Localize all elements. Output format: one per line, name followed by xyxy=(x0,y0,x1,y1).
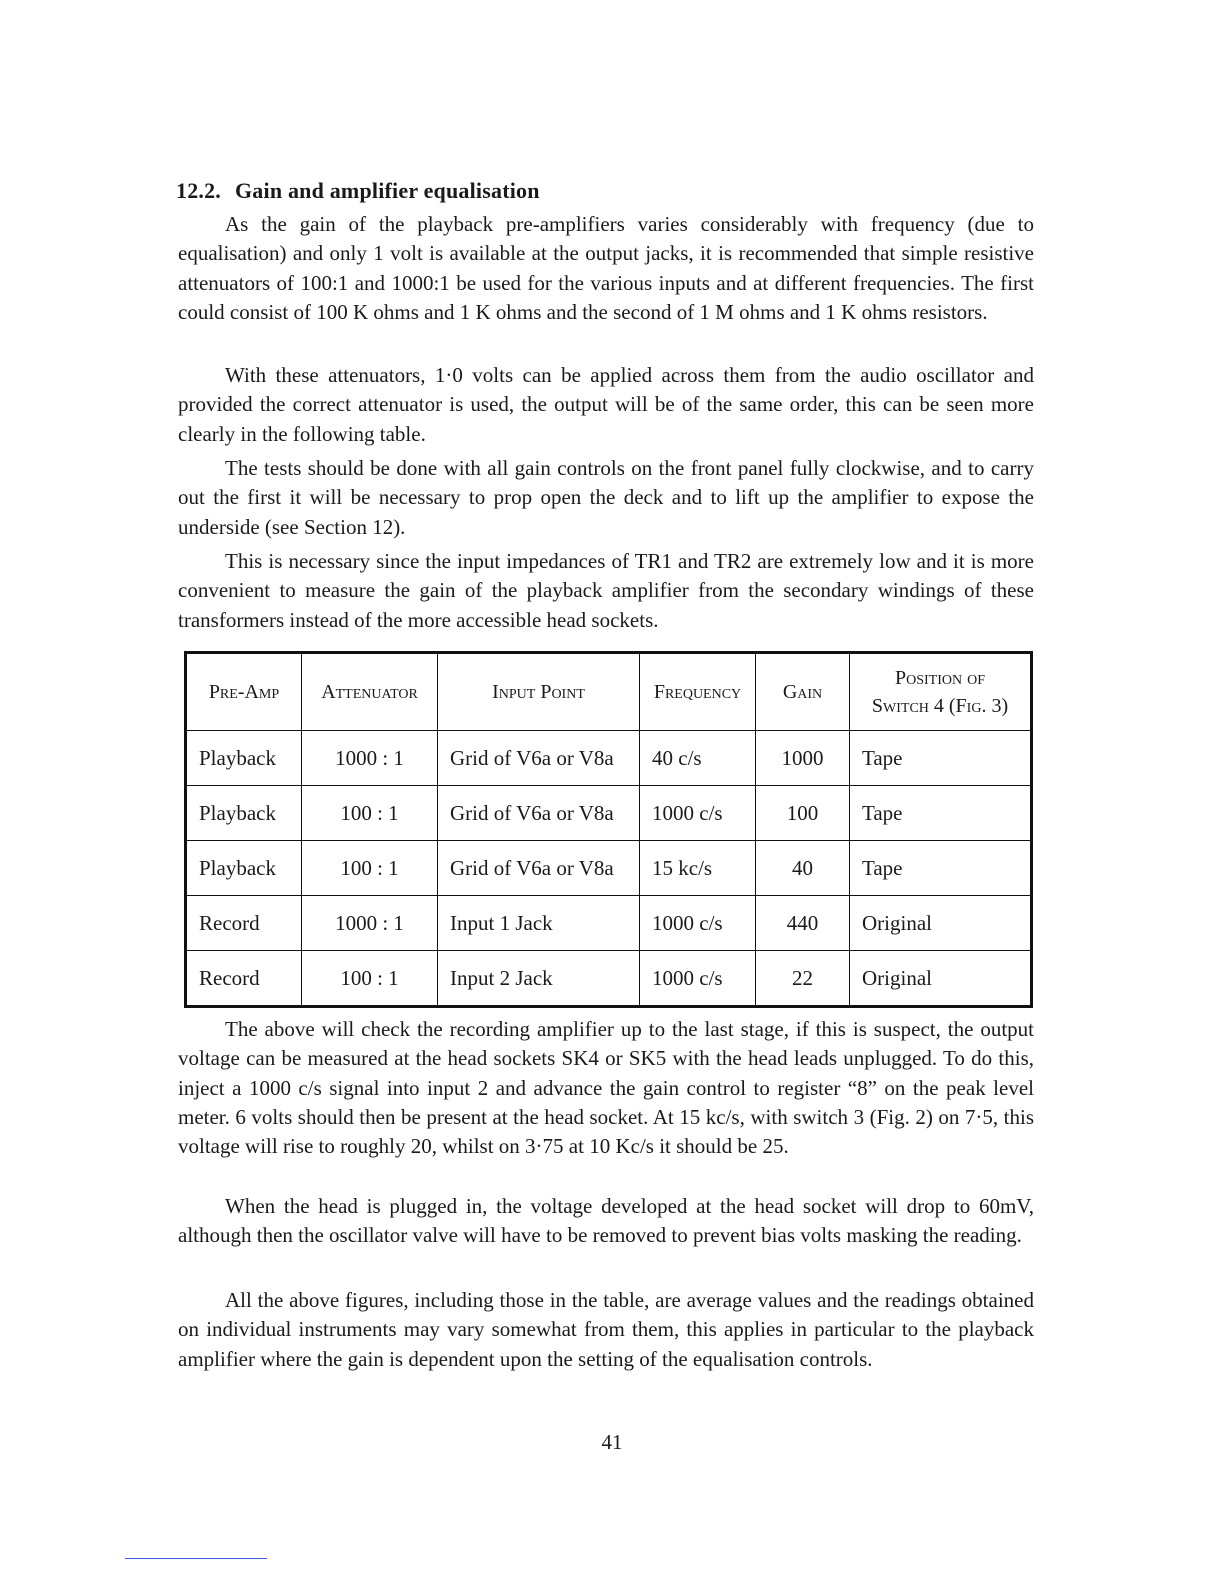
cell-gain: 1000 xyxy=(756,731,850,786)
cell-gain: 440 xyxy=(756,896,850,951)
cell-gain: 40 xyxy=(756,841,850,896)
header-input-point: Input Point xyxy=(438,653,640,731)
cell-preamp: Playback xyxy=(186,841,302,896)
table-row xyxy=(186,951,1032,1007)
header-switch-position xyxy=(850,653,1032,731)
header-switch-line1: Position of xyxy=(894,667,985,689)
cell-switch-position: Original xyxy=(850,951,1032,1007)
header-frequency: Frequency xyxy=(640,653,756,731)
cell-attenuator: 100 : 1 xyxy=(302,951,438,1007)
cell-preamp: Playback xyxy=(186,786,302,841)
section-number: 12.2. xyxy=(176,178,221,203)
cell-frequency: 1000 c/s xyxy=(640,786,756,841)
cell-input-point: Grid of V6a or V8a xyxy=(438,731,640,786)
cell-attenuator: 100 : 1 xyxy=(302,841,438,896)
cell-attenuator: 1000 : 1 xyxy=(302,896,438,951)
cell-frequency: 40 c/s xyxy=(640,731,756,786)
cell-switch-position: Original xyxy=(850,896,1032,951)
cell-input-point: Input 1 Jack xyxy=(438,896,640,951)
paragraph-impedance-note: This is necessary since the input impedances of TR1 and TR2 are extremely low and it is more convenient to measure the gain of the playback amplifier from the secondary windings of these transformers instead of the more accessible head sockets. xyxy=(178,549,1034,632)
paragraph-average-values: All the above figures, including those in the table, are average values and the readings obtained on individual instruments may vary somewhat from them, this applies in particular to the playback amplifier where the gain is dependent upon the setting of the equalisation controls. xyxy=(178,1288,1034,1371)
cell-preamp: Playback xyxy=(186,731,302,786)
cell-gain: 100 xyxy=(756,786,850,841)
paragraph-head-plugged: When the head is plugged in, the voltage developed at the head socket will drop to 60mV, although then the oscillator valve will have to be removed to prevent bias volts masking the reading. xyxy=(178,1194,1034,1248)
cell-switch-position: Tape xyxy=(850,731,1032,786)
table-row xyxy=(186,731,1032,786)
table-row xyxy=(186,896,1032,951)
table-row xyxy=(186,786,1032,841)
paragraph-attenuators: With these attenuators, 1·0 volts can be applied across them from the audio oscillator and provided the correct attenuator is used, the output will be of the same order, this can be seen more clearly in the following table. xyxy=(178,363,1034,446)
cell-frequency: 1000 c/s xyxy=(640,896,756,951)
header-switch-line2: Switch 4 (Fig. 3) xyxy=(871,695,1009,717)
paragraph-test-procedure: The tests should be done with all gain controls on the front panel fully clockwise, and to carry out the first it will be necessary to prop open the deck and to lift up the amplifier to expose the underside (see Section 12). xyxy=(178,456,1034,539)
cell-input-point: Input 2 Jack xyxy=(438,951,640,1007)
paragraph-recording-check: The above will check the recording amplifier up to the last stage, if this is suspect, the output voltage can be measured at the head sockets SK4 or SK5 with the head leads unplugged. To do this, inject a 1000 c/s signal into input 2 and advance the gain control to register “8” on the peak level meter. 6 volts should then be present at the head socket. At 15 kc/s, with switch 3 (Fig. 2) on 7·5, this voltage will rise to roughly 20, whilst on 3·75 at 10 Kc/s it should be 25. xyxy=(178,1017,1034,1159)
page-number: 41 xyxy=(601,1430,623,1454)
cell-switch-position: Tape xyxy=(850,786,1032,841)
cell-attenuator: 100 : 1 xyxy=(302,786,438,841)
header-attenuator: Attenuator xyxy=(302,653,438,731)
cell-gain: 22 xyxy=(756,951,850,1007)
cell-preamp: Record xyxy=(186,951,302,1007)
cell-attenuator: 1000 : 1 xyxy=(302,731,438,786)
cell-preamp: Record xyxy=(186,896,302,951)
cell-frequency: 15 kc/s xyxy=(640,841,756,896)
header-preamp: Pre-Amp xyxy=(186,653,302,731)
section-heading xyxy=(176,178,540,204)
gain-table xyxy=(184,651,1033,1008)
table-row xyxy=(186,841,1032,896)
paragraph-gain-intro: As the gain of the playback pre-amplifiers varies considerably with frequency (due to equalisation) and only 1 volt is available at the output jacks, it is recommended that simple resistive attenuators of 100:1 and 1000:1 be used for the various inputs and at different frequencies. The first could consist of 100 K ohms and 1 K ohms and the second of 1 M ohms and 1 K ohms resistors. xyxy=(178,212,1034,324)
table-header-row xyxy=(186,653,1032,731)
header-gain: Gain xyxy=(756,653,850,731)
cell-switch-position: Tape xyxy=(850,841,1032,896)
cell-input-point: Grid of V6a or V8a xyxy=(438,786,640,841)
footer-rule xyxy=(125,1558,267,1559)
section-title: Gain and amplifier equalisation xyxy=(235,178,540,203)
cell-input-point: Grid of V6a or V8a xyxy=(438,841,640,896)
cell-frequency: 1000 c/s xyxy=(640,951,756,1007)
gain-table-container xyxy=(184,651,1030,1000)
